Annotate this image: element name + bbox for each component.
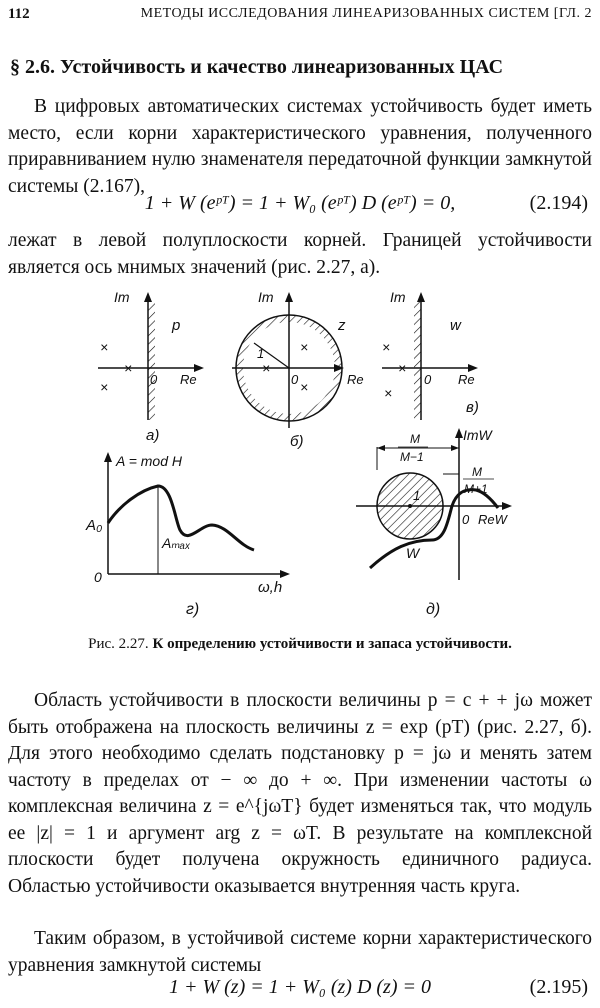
root-marker-icon: × xyxy=(384,385,393,401)
d-frac2-num: M xyxy=(472,465,482,479)
d-re-label: ReW xyxy=(478,512,507,527)
section-title: § 2.6. Устойчивость и качество линеаризованных ЦАС xyxy=(10,56,504,78)
d-one-label: 1 xyxy=(413,488,421,503)
v-re-label: Re xyxy=(458,372,475,387)
g-a0-label: A₀ xyxy=(86,517,103,534)
b-plane-label: z xyxy=(338,317,346,334)
root-marker-icon: × xyxy=(100,379,109,395)
v-plane-label: w xyxy=(450,317,461,334)
paragraph-3: Область устойчивости в плоскости величины p = c + + jω может быть отображена на плоскость величины z = exp (pT) (рис. 2.27, б). Для этого необходимо сделать подстановку p = jω и менять затем частоту в пределах от − ∞ до + ∞. При изменении частоты ω комплексная величина z = e^{jωT} будет изменяться так, что модуль ее |z| = 1 и аргумент arg z = ωT. В результате на комплексной плоскости будет получена окружность единичного радиуса. Областью устойчивости оказывается внутренняя часть круга. xyxy=(8,690,592,897)
g-amax-label: Aₘₐₓ xyxy=(162,535,191,551)
g-xlabel: ω,h xyxy=(258,579,283,596)
g-panel-label: г) xyxy=(186,601,200,618)
d-w-label: W xyxy=(406,545,420,561)
root-marker-icon: × xyxy=(124,360,133,376)
a-re-label: Re xyxy=(180,372,197,387)
panel-v xyxy=(382,289,479,420)
equation-body: 1 + W (eᵖᵀ) = 1 + W₀ (eᵖᵀ) D (eᵖᵀ) = 0, xyxy=(144,192,456,214)
b-re-label: Re xyxy=(347,372,364,387)
d-frac1-num: M xyxy=(410,432,420,446)
root-marker-icon: × xyxy=(100,339,109,355)
a-plane-label: p xyxy=(172,317,181,334)
equation-number: (2.195) xyxy=(529,976,588,998)
paragraph-1: В цифровых автоматических системах устойчивость будет иметь место, если корни характеристического уравнения, полученного приравниванием нулю знаменателя передаточной функции замкнутой системы (2.167), xyxy=(8,96,592,197)
root-marker-icon: × xyxy=(300,339,309,355)
figure-caption xyxy=(60,634,540,654)
root-marker-icon: × xyxy=(300,379,309,395)
b-im-label: Im xyxy=(258,289,274,305)
a-origin-label: 0 xyxy=(150,372,158,387)
running-title: МЕТОДЫ ИССЛЕДОВАНИЯ ЛИНЕАРИЗОВАННЫХ СИСТЕМ [ГЛ. 2 xyxy=(140,6,592,21)
root-marker-icon: × xyxy=(262,360,271,376)
caption-text: К определению устойчивости и запаса устойчивости. xyxy=(152,636,512,652)
d-frac1-den: M−1 xyxy=(400,450,424,464)
equation-2-195 xyxy=(8,976,592,1004)
panel-g xyxy=(85,452,290,618)
a-panel-label: а) xyxy=(146,427,160,444)
v-origin-label: 0 xyxy=(424,372,432,387)
v-panel-label: в) xyxy=(466,399,479,416)
d-im-label: ImW xyxy=(463,427,492,443)
b-panel-label: б) xyxy=(290,433,304,450)
page-number: 112 xyxy=(8,6,30,22)
g-ylabel: A = mod H xyxy=(116,453,183,469)
b-one-label: 1 xyxy=(257,346,265,361)
d-origin-label: 0 xyxy=(462,512,470,527)
root-marker-icon: × xyxy=(382,339,391,355)
g-origin-label: 0 xyxy=(94,569,102,585)
root-marker-icon: × xyxy=(398,360,407,376)
v-im-label: Im xyxy=(390,289,406,305)
panel-d xyxy=(356,427,512,618)
panel-b xyxy=(232,289,364,450)
a-im-label: Im xyxy=(114,289,130,305)
b-origin-label: 0 xyxy=(291,372,299,387)
caption-prefix: Рис. 2.27. xyxy=(88,636,149,652)
equation-body: 1 + W (z) = 1 + W₀ (z) D (z) = 0 xyxy=(168,976,431,998)
paragraph-4: Таким образом, в устойчивой системе корни характеристического уравнения замкнутой системы xyxy=(8,928,592,976)
paragraph-2: лежат в левой полуплоскости корней. Границей устойчивости является ось мнимых значений (рис. 2.27, а). xyxy=(8,230,592,278)
panel-a xyxy=(98,289,204,444)
equation-number: (2.194) xyxy=(529,192,588,214)
d-frac2-den: M+1 xyxy=(464,482,488,496)
d-panel-label: д) xyxy=(426,601,441,618)
